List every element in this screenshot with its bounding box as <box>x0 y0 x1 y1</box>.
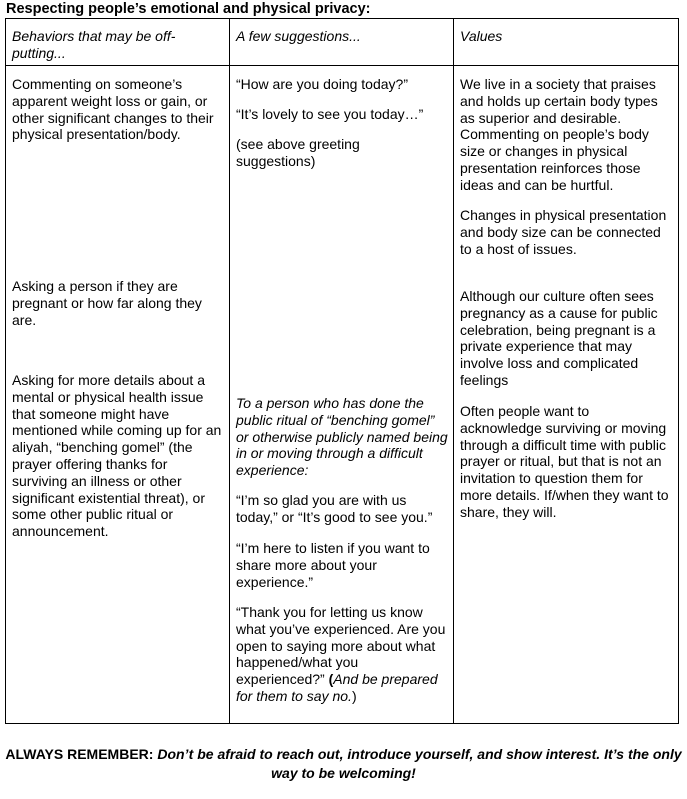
suggestion-note-close: ) <box>351 687 357 704</box>
table-column-divider-2 <box>453 18 454 724</box>
column-header-values: Values <box>460 28 503 44</box>
table-border-right <box>678 18 679 724</box>
table-border-top <box>5 18 679 19</box>
value-body-types: We live in a society that praises and holds up certain body types as superior and desirable. Commenting on people’s body size or changes in physical presentation reinforces those ideas and can be hurtful. <box>460 76 658 193</box>
table-header-divider <box>5 65 679 66</box>
suggestion-thank-you-for-letting-us-know <box>236 604 448 705</box>
value-public-ritual: Often people want to acknowledge surviving or moving through a difficult time with public prayer or ritual, but that is not an invitation to question them for more details. If/when they want to share, they will. <box>460 403 669 520</box>
suggestion-thank-you-text: “Thank you for letting us know what you’ve experienced. Are you open to saying more about what happened/what you experienced?” <box>236 604 446 688</box>
table-border-left <box>5 18 6 724</box>
table-border-bottom <box>5 723 679 724</box>
value-physical-changes: Changes in physical presentation and body size can be connected to a host of issues. <box>460 207 667 257</box>
behavior-weight: Commenting on someone’s apparent weight loss or gain, or other significant changes to their physical presentation/body. <box>12 76 214 143</box>
suggestion-see-above: (see above greeting suggestions) <box>236 136 360 169</box>
suggestion-note-open: ( <box>324 671 334 688</box>
suggestion-glad-you-are-with-us: “I’m so glad you are with us today,” or “It’s good to see you.” <box>236 492 433 525</box>
value-pregnancy-privacy: Although our culture often sees pregnancy as a cause for public celebration, being pregnant is a private experience that may involve loss and complicated feelings <box>460 288 658 388</box>
table-column-divider-1 <box>229 18 230 724</box>
column-header-behaviors: Behaviors that may be off-putting... <box>12 28 176 61</box>
suggestion-how-are-you: “How are you doing today?” <box>236 76 408 92</box>
behavior-health: Asking for more details about a mental or physical health issue that someone might have mentioned while coming up for an aliyah, “benching gomel” (the prayer offering thanks for surviving an illness or other significant existential threat), or some other public ritual or announcement. <box>12 372 222 540</box>
suggestion-note: And be prepared for them to say no. <box>236 671 438 704</box>
footer-lead: ALWAYS REMEMBER: <box>5 746 158 762</box>
page-heading: Respecting people’s emotional and physical privacy: <box>6 1 371 17</box>
always-remember-note <box>0 745 687 783</box>
suggestion-here-to-listen: “I’m here to listen if you want to share more about your experience.” <box>236 540 430 590</box>
suggestion-lovely-to-see-you: “It’s lovely to see you today…” <box>236 106 424 122</box>
footer-emphasis: Don’t be afraid to reach out, introduce yourself, and show interest. It’s the only way to be welcoming! <box>157 746 682 781</box>
column-header-suggestions: A few suggestions... <box>236 28 361 44</box>
behavior-pregnancy: Asking a person if they are pregnant or how far along they are. <box>12 278 202 328</box>
suggestion-gomel-intro: To a person who has done the public ritual of “benching gomel” or otherwise publicly named being in or moving through a difficult experience: <box>236 395 448 479</box>
